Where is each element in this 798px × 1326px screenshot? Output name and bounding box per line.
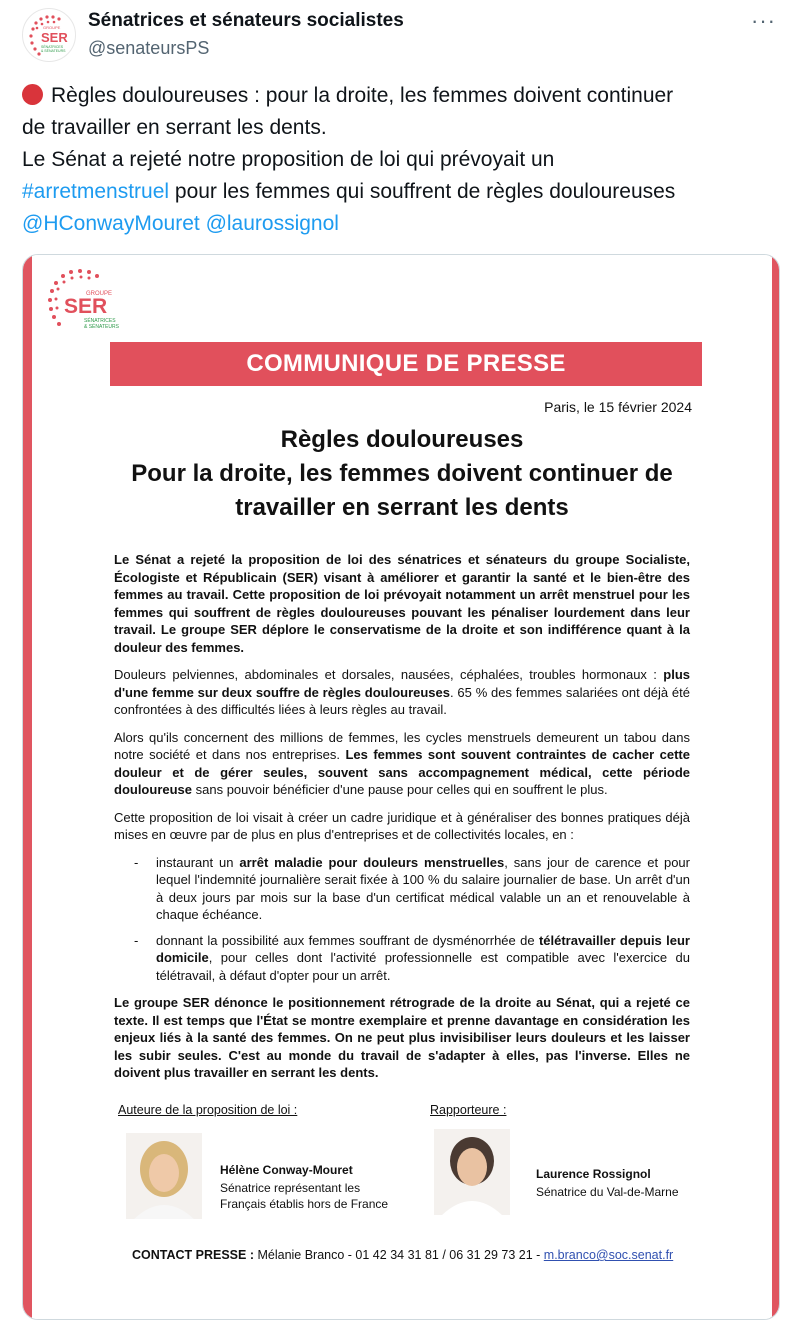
text-run-bold: arrêt maladie pour douleurs menstruelles	[239, 854, 505, 870]
svg-text:& SÉNATEURS: & SÉNATEURS	[41, 49, 66, 53]
text-run-bold: Les femmes sont souvent contraintes de cacher cette douleur et de gérer seules, souvent sans accompagnement médical, cette période douloureuse	[114, 747, 690, 797]
author-photo	[126, 1133, 202, 1219]
text-run-bold: télétravailler depuis leur domicile	[156, 932, 690, 965]
tweet-line-2: de travailler en serrant les dents.	[22, 116, 327, 139]
mention-link-1[interactable]: @HConwayMouret	[22, 212, 200, 235]
text-run: , sans jour de carence et pour lequel l'indemnité journalière serait fixée à 100 % du salaire journalier de base. Un arrêt d'un à deux jours par mois sur la base d'un certificat médical valable un an et renouvelable à chaque échéance.	[156, 854, 690, 922]
press-release-banner: COMMUNIQUE DE PRESSE	[110, 342, 702, 386]
text-run: Français établis hors de France	[220, 1197, 389, 1211]
tweet-line-5	[22, 208, 782, 240]
rapporteur-role: Sénatrice du Val-de-Marne	[536, 1185, 679, 1199]
press-contact	[132, 1248, 692, 1262]
bullet-dash: -	[134, 932, 139, 948]
doc-intro: Le Sénat a rejeté la proposition de loi des sénatrices et sénateurs du groupe Socialiste, Écologiste et Républicain (SER) visant à améliorer et garantir la santé et le bien-être des femmes au travail. Cette proposition de loi prévoyait notamment un arrêt menstruel pour les femmes qui souffrent de règles douloureuses pouvant les pénaliser lourdement dans leur travail. Le groupe SER déplore le conservatisme de la droite et son indifférence quant à la douleur des femmes.	[114, 552, 690, 655]
doc-bullet-item	[114, 932, 690, 985]
author-label: Auteure de la proposition de loi :	[118, 1103, 298, 1117]
svg-text:SER: SER	[41, 30, 68, 45]
svg-text:SÉNATRICES: SÉNATRICES	[41, 45, 64, 49]
rapporteur-photo	[434, 1129, 510, 1215]
doc-bullet-item	[114, 854, 690, 924]
doc-title	[92, 423, 712, 525]
text-run: Alors qu'ils concernent des millions de femmes, les cycles menstruels demeurent un tabou dans notre société et dans nos entreprises.	[114, 729, 690, 762]
more-dots-icon[interactable]: ···	[751, 8, 776, 33]
doc-body	[114, 551, 690, 1092]
hashtag-link[interactable]: #arretmenstruel	[22, 180, 170, 203]
text-run: Douleurs pelviennes, abdominales et dorsales, nausées, céphalées, troubles hormonaux :	[114, 667, 664, 682]
media-edge-left	[23, 255, 32, 1319]
doc-paragraph-3	[114, 729, 690, 799]
text-run: . 65 % des femmes salariées ont déjà été confrontées à des difficultés liées à leurs règles au travail.	[114, 684, 690, 717]
press-release-document	[32, 255, 772, 1320]
doc-title-line: Pour la droite, les femmes doivent continuer de	[131, 460, 673, 487]
tweet-header	[22, 8, 782, 64]
svg-text:GROUPE: GROUPE	[86, 291, 113, 297]
tweet-line-3: Le Sénat a rejeté notre proposition de loi qui prévoyait un	[22, 148, 555, 171]
svg-text:& SÉNATEURS: & SÉNATEURS	[84, 324, 119, 330]
red-circle-icon	[22, 84, 43, 105]
author-name-doc: Hélène Conway-Mouret	[220, 1163, 353, 1177]
doc-logo	[38, 259, 122, 343]
ser-group-logo-icon	[38, 259, 122, 343]
author-name[interactable]: Sénatrices et sénateurs socialistes	[88, 10, 404, 31]
doc-title-line: Règles douloureuses	[280, 426, 524, 453]
avatar[interactable]	[22, 8, 76, 62]
text-run: , pour celles dont l'activité professionnelle est compatible avec l'exercice du télétravail, à défaut d'opter pour un arrêt.	[156, 950, 690, 983]
text-run: Sénatrice représentant les	[220, 1181, 361, 1195]
portrait-icon	[434, 1129, 510, 1215]
text-run: donnant la possibilité aux femmes souffrant de dysménorrhée de	[156, 932, 539, 948]
svg-text:GROUPE: GROUPE	[43, 25, 61, 30]
doc-title-line: travailler en serrant les dents	[235, 494, 569, 521]
mention-link-2[interactable]: @laurossignol	[205, 212, 339, 235]
contact-text: Mélanie Branco - 01 42 34 31 81 / 06 31 29 73 21 -	[254, 1248, 544, 1262]
text-run-bold: plus d'une femme sur deux souffre de règles douloureuses	[114, 667, 690, 700]
doc-paragraph-2	[114, 666, 690, 719]
doc-conclusion: Le groupe SER dénonce le positionnement rétrograde de la droite au Sénat, qui a rejeté ce texte. Il est temps que l'État se montre exemplaire et prenne davantage en considération les enjeux liés à la santé des femmes. On ne peut plus invisibiliser leurs douleurs et les laisser les subir seules. C'est au monde du travail de s'adapter à elles, pas l'inverse. Elles ne doivent plus travailler en serrant les dents.	[114, 995, 690, 1080]
svg-text:SÉNATRICES: SÉNATRICES	[84, 318, 116, 324]
portrait-icon	[126, 1133, 202, 1219]
bullet-dash: -	[134, 854, 139, 870]
text-run: sans pouvoir bénéficier d'une pause pour celles qui en souffrent le plus.	[192, 782, 608, 797]
tweet-text-segment: pour les femmes qui souffrent de règles douloureuses	[169, 180, 676, 203]
doc-date: Paris, le 15 février 2024	[544, 399, 692, 415]
rapporteur-name: Laurence Rossignol	[536, 1167, 651, 1181]
text-run: instaurant un	[156, 854, 240, 870]
author-handle[interactable]: @senateursPS	[88, 38, 210, 58]
author-role	[220, 1180, 388, 1212]
svg-text:SER: SER	[64, 295, 108, 318]
doc-signers	[112, 1103, 712, 1233]
tweet-media-image[interactable]	[22, 254, 780, 1320]
tweet-text	[22, 80, 782, 240]
doc-bullet-list	[114, 854, 690, 985]
contact-email-link[interactable]: m.branco@soc.senat.fr	[543, 1248, 674, 1262]
tweet-text-segment: Règles douloureuses : pour la droite, les femmes doivent continuer	[51, 84, 674, 107]
rapporteur-label: Rapporteure :	[430, 1103, 507, 1117]
contact-label: CONTACT PRESSE :	[132, 1248, 254, 1262]
tweet-line-4	[22, 176, 782, 208]
tweet-line-1	[22, 80, 782, 112]
ser-logo-icon	[23, 9, 76, 62]
doc-paragraph-4: Cette proposition de loi visait à créer un cadre juridique et à généraliser des bonnes pratiques déjà mises en œuvre par de plus en plus d'entreprises et de collectivités locales, en :	[114, 809, 690, 842]
